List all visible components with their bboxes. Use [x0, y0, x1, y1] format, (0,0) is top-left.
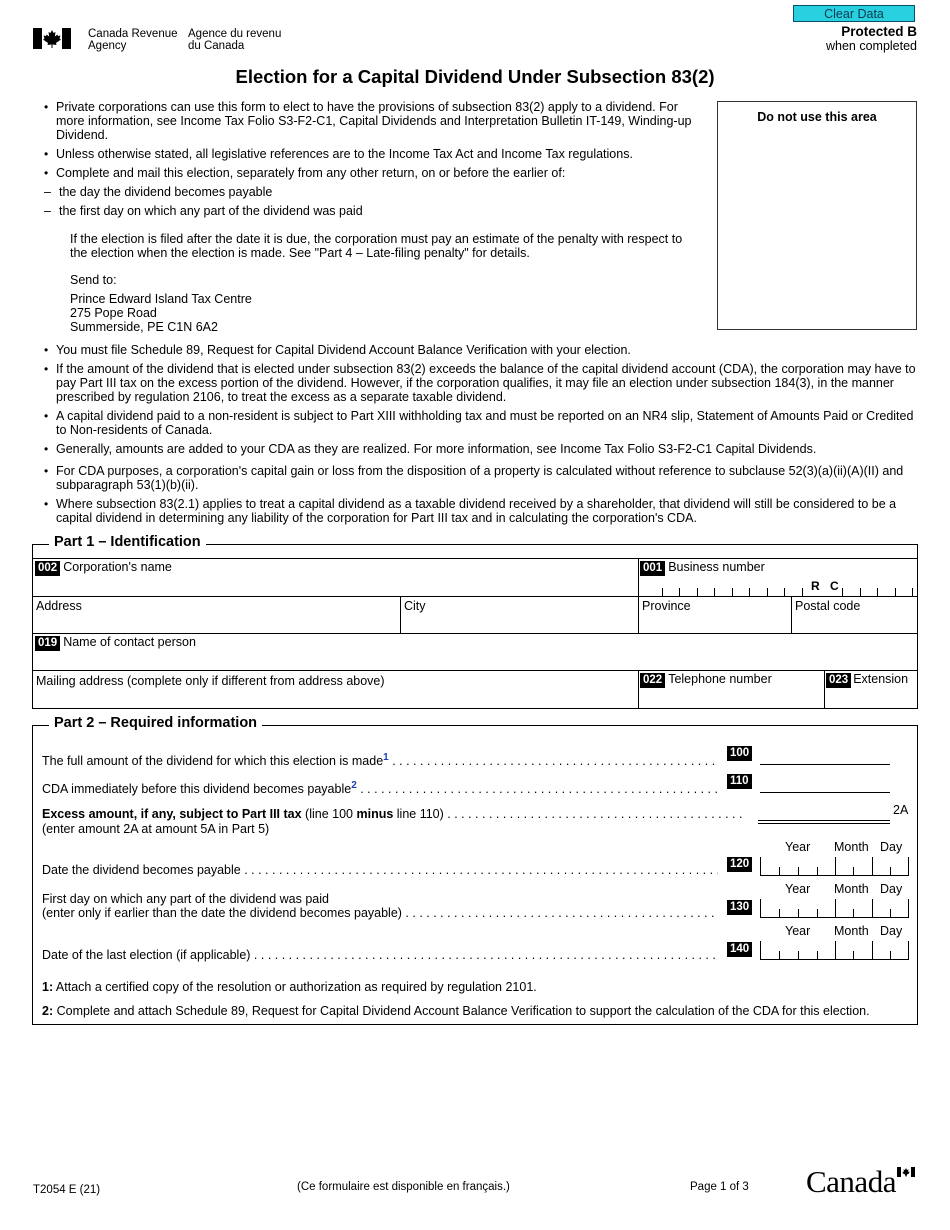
date-digit-separator	[835, 941, 836, 959]
agency-name-fr	[188, 28, 281, 52]
telephone-label: Telephone number	[668, 672, 772, 686]
date-digit-separator	[779, 867, 780, 875]
line-120-label: Date the dividend becomes payable	[42, 863, 241, 877]
line-100-badge: 100	[727, 746, 752, 761]
city-label: City	[404, 599, 426, 613]
mailing-address-field[interactable]	[32, 670, 639, 709]
intro-dash-2: – the first day on which any part of the dividend was paid	[44, 204, 692, 218]
excess-mid: (line 100	[301, 807, 357, 821]
l140-day-label: Day	[880, 924, 903, 938]
date-digit-separator	[853, 909, 854, 917]
bn-program-separator	[860, 588, 861, 596]
canada-wordmark: Canada	[806, 1164, 896, 1199]
province-label: Province	[642, 599, 691, 613]
l130-year-label: Year	[785, 882, 811, 896]
protected-sub: when completed	[825, 39, 917, 53]
intro-bottom	[42, 343, 917, 525]
intro-top	[42, 100, 692, 334]
date-digit-separator	[817, 867, 818, 875]
postal-code-field[interactable]	[791, 596, 918, 634]
business-number-label: Business number	[668, 560, 765, 574]
line-140-date-input[interactable]	[760, 941, 909, 960]
do-not-use-area: Do not use this area	[717, 101, 917, 330]
agency-fr-line2: du Canada	[188, 40, 245, 52]
line-140-row	[42, 948, 718, 962]
intro-bullet-4: • You must file Schedule 89, Request for Capital Dividend Account Balance Verification with your election.	[42, 343, 917, 357]
date-digit-separator	[798, 951, 799, 959]
excess-sub: (enter amount 2A at amount 5A in Part 5)	[42, 822, 270, 836]
l130-day-label: Day	[880, 882, 903, 896]
line-110-row	[42, 780, 718, 796]
date-digit-separator	[872, 941, 873, 959]
excess-minus: minus	[356, 807, 394, 821]
bn-digit-separator	[714, 588, 715, 596]
intro-bullet-3: • Complete and mail this election, separately from any other return, on or before the earlier of:	[42, 166, 692, 180]
part1-title: Part 1 – Identification	[49, 534, 206, 550]
line-100-label: The full amount of the dividend for which this election is made	[42, 754, 384, 769]
date-digit-separator	[853, 867, 854, 875]
business-number-field[interactable]	[638, 558, 918, 597]
protected-b: Protected B	[841, 24, 917, 39]
field-002-badge: 002	[35, 561, 60, 576]
note-2	[42, 1004, 870, 1018]
date-digit-separator	[835, 899, 836, 917]
line-130-row	[42, 906, 718, 920]
canada-flag-icon	[33, 28, 71, 49]
date-digit-separator	[835, 857, 836, 875]
postal-code-label: Postal code	[795, 599, 861, 613]
bn-digit-separator	[732, 588, 733, 596]
note-1-text: Attach a certified copy of the resolution or authorization as required by regulation 2101.	[53, 980, 537, 994]
line-120-row	[42, 863, 718, 877]
bn-digit-separator	[679, 588, 680, 596]
corp-name-label: Corporation's name	[63, 560, 172, 574]
line-100-row	[42, 752, 718, 768]
date-digit-separator	[908, 857, 909, 875]
corp-name-field[interactable]	[32, 558, 639, 597]
date-digit-separator	[779, 951, 780, 959]
footnote-1-ref: 1	[383, 752, 389, 763]
date-digit-separator	[908, 941, 909, 959]
send-to-label: Send to:	[70, 273, 117, 287]
extension-label: Extension	[853, 672, 909, 686]
bn-digit-separator	[802, 588, 803, 596]
form-id: T2054 E (21)	[33, 1184, 101, 1196]
note-2-num: 2:	[42, 1004, 54, 1018]
date-digit-separator	[798, 867, 799, 875]
date-digit-separator	[890, 951, 891, 959]
bn-digit-separator	[784, 588, 785, 596]
intro-bullet-1: • Private corporations can use this form to elect to have the provisions of subsection 83(2) apply to a dividend. For more information, see Income Tax Folio S3-F2-C1, Capital Dividends and Interpretation Bulletin IT-149, Winding-up Dividend.	[42, 100, 692, 142]
province-field[interactable]	[638, 596, 792, 634]
date-digit-separator	[779, 909, 780, 917]
line-130-label-1: First day on which any part of the dividend was paid	[42, 892, 329, 906]
field-022-badge: 022	[640, 673, 665, 688]
city-field[interactable]	[400, 596, 639, 634]
amount-2a-underline	[758, 823, 890, 824]
line-130-date-input[interactable]	[760, 899, 909, 918]
clear-data-button[interactable]: Clear Data	[793, 5, 915, 22]
date-digit-separator	[890, 867, 891, 875]
agency-en-line2: Agency	[88, 40, 127, 52]
note-1-num: 1:	[42, 980, 54, 994]
excess-row	[42, 807, 746, 821]
date-digit-separator	[872, 899, 873, 917]
footnote-2-ref: 2	[351, 780, 357, 791]
excess-label: Excess amount, if any, subject to Part III tax	[42, 807, 302, 821]
contact-person-field[interactable]	[32, 633, 918, 671]
intro-bullet-6: • A capital dividend paid to a non-resident is subject to Part XIII withholding tax and must be reported on an NR4 slip, Statement of Amounts Paid or Credited to Non-residents of Canada.	[42, 409, 917, 437]
bn-program-separator	[842, 588, 843, 596]
date-digit-separator	[872, 857, 873, 875]
l120-day-label: Day	[880, 840, 903, 854]
date-digit-separator	[890, 909, 891, 917]
date-digit-separator	[853, 951, 854, 959]
agency-name-en	[88, 28, 178, 52]
address-field[interactable]	[32, 596, 401, 634]
extension-field[interactable]	[824, 670, 918, 709]
bn-rc-r: R	[811, 579, 820, 593]
page-title: Election for a Capital Dividend Under Subsection 83(2)	[235, 66, 715, 87]
contact-person-label: Name of contact person	[63, 635, 196, 649]
l130-month-label: Month	[834, 882, 869, 896]
intro-dash-1: – the day the dividend becomes payable	[44, 185, 692, 199]
date-digit-separator	[817, 909, 818, 917]
bn-program-separator	[912, 588, 913, 596]
intro-bullet-2: • Unless otherwise stated, all legislative references are to the Income Tax Act and Income Tax regulations.	[42, 147, 692, 161]
bn-program-separator	[895, 588, 896, 596]
bn-digit-separator	[767, 588, 768, 596]
bn-digit-separator	[662, 588, 663, 596]
line-140-badge: 140	[727, 942, 752, 957]
address-label: Address	[36, 599, 82, 613]
field-023-badge: 023	[826, 673, 851, 688]
field-001-badge: 001	[640, 561, 665, 576]
intro-bullet-7: • Generally, amounts are added to your CDA as they are realized. For more information, see Income Tax Folio S3-F2-C1 Capital Dividends.	[42, 442, 917, 456]
note-2-text: Complete and attach Schedule 89, Request for Capital Dividend Account Balance Verification to support the calculation of the CDA for this election.	[53, 1004, 870, 1018]
line-100-input[interactable]	[760, 747, 890, 765]
amount-2a-tag: 2A	[893, 803, 909, 817]
agency-en-line1: Canada Revenue	[88, 28, 178, 40]
mail-address-2: 275 Pope Road	[70, 306, 157, 320]
bn-program-separator	[877, 588, 878, 596]
intro-bullet-8: • For CDA purposes, a corporation's capital gain or loss from the disposition of a property is calculated without reference to subclause 52(3)(a)(ii)(A)(II) and subparagraph 53(1)(b)(ii).	[42, 464, 917, 492]
field-019-badge: 019	[35, 636, 60, 651]
line-110-input[interactable]	[760, 775, 890, 793]
date-digit-separator	[817, 951, 818, 959]
l120-year-label: Year	[785, 840, 811, 854]
page-number: Page 1 of 3	[690, 1181, 749, 1193]
l120-month-label: Month	[834, 840, 869, 854]
date-digit-separator	[908, 899, 909, 917]
intro-bullet-9: • Where subsection 83(2.1) applies to treat a capital dividend as a taxable dividend received by a shareholder, that dividend will still be considered to be a capital dividend in determining any liability of the corporation for Part III tax and in calculating the corporation's CDA.	[42, 497, 917, 525]
l140-month-label: Month	[834, 924, 869, 938]
late-filing-note: If the election is filed after the date it is due, the corporation must pay an estimate of the penalty with respect to the election when the election is made. See "Part 4 – Late-filing penalty" for details.	[70, 232, 683, 260]
line-130-label-2: (enter only if earlier than the date the dividend becomes payable)	[42, 906, 402, 920]
line-120-date-input[interactable]	[760, 857, 909, 876]
french-notice: (Ce formulaire est disponible en français.)	[297, 1181, 510, 1193]
mailing-address-label: Mailing address (complete only if different from address above)	[36, 674, 385, 688]
amount-2a-input[interactable]	[758, 803, 890, 821]
protected-label	[826, 25, 917, 53]
line-110-badge: 110	[727, 774, 752, 789]
note-1	[42, 980, 537, 994]
mail-address-3: Summerside, PE C1N 6A2	[70, 320, 218, 334]
line-140-label: Date of the last election (if applicable)	[42, 948, 251, 962]
mail-address-1: Prince Edward Island Tax Centre	[70, 292, 252, 306]
telephone-field[interactable]	[638, 670, 825, 709]
date-digit-separator	[798, 909, 799, 917]
bn-digit-separator	[749, 588, 750, 596]
excess-end: line 110)	[393, 807, 444, 821]
bn-digit-separator	[697, 588, 698, 596]
line-130-badge: 130	[727, 900, 752, 915]
bn-rc-c: C	[830, 579, 839, 593]
wordmark-flag-icon	[897, 1166, 915, 1176]
l140-year-label: Year	[785, 924, 811, 938]
intro-bullet-5: • If the amount of the dividend that is elected under subsection 83(2) exceeds the balance of the capital dividend account (CDA), the corporation may have to pay Part III tax on the excess portion of the dividend. However, if the corporation qualifies, it may file an election under subsection 184(3), in the manner prescribed by regulation 2106, to treat the excess as a separate taxable dividend.	[42, 362, 917, 404]
line-120-badge: 120	[727, 857, 752, 872]
line-110-label: CDA immediately before this dividend becomes payable	[42, 782, 352, 797]
agency-fr-line1: Agence du revenu	[188, 28, 282, 40]
part2-title: Part 2 – Required information	[49, 715, 262, 731]
